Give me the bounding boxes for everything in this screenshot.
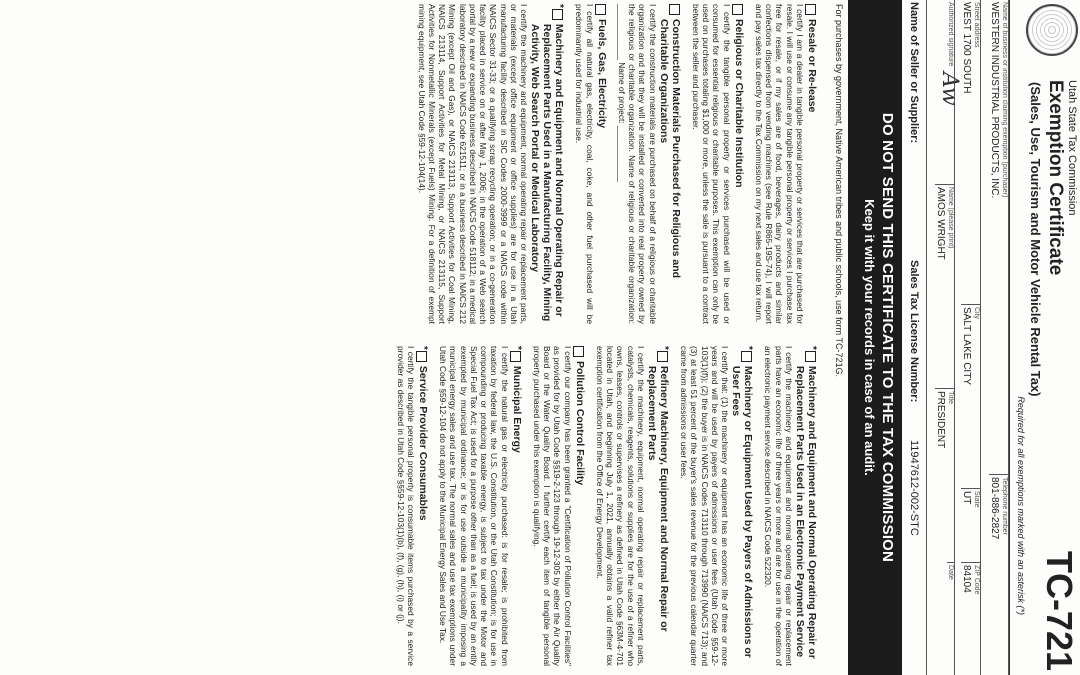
form-number: TC-721 <box>1039 550 1080 671</box>
phone-field[interactable]: Telephone number 801-886-2827 <box>989 474 1008 667</box>
agency-name: Utah State Tax Commission <box>1066 80 1078 216</box>
right-exemption-column <box>387 346 819 666</box>
banner-line-2: Keep it with your records in case of an audit. <box>862 199 877 476</box>
exemption-manufacturing-machinery[interactable]: * Machinery and Equipment and Normal Operating Repair or Replacement Parts Used in a Manufacturing Facility, Mining Activity, Web Search Portal or Medical Laboratory I certify the machinery and equipment, normal operating repair or replacement parts, or materials (except office equipment or office supplies) are for use in a Utah manufacturing facility described in SIC Codes 2000-3999 or a NAICS code within NAICS Sector 31-33; or a qualifying scrap recycling operation; or in a co-generation facility placed in service on or after May 1, 2006; in the operation of a Web search portal by a new or expanding business described in NAICS Code 518112; in a medical laboratory described in NAICS Code 621511; or in a business described in NAICS 212 Mining (except Oil and Gas), or NAICS 213113, Support Activities for Coal Mining, NAICS 213114, Support Activities for Metal Mining, or NAICS 213115, Support Activities for Nonmetallic Minerals (except Fuels) Mining. For a definition of exempt mining equipment, see Utah Code §59-12-104(14). <box>416 4 566 324</box>
checkbox-icon[interactable] <box>657 351 668 362</box>
exemption-electronic-payment[interactable]: * Machinery and Equipment and Normal Operating Repair or Replacement Parts Used in an Electronic Payment Service I certify the machinery and equipment and normal operating repair or replacement parts have an economic life of three years or more and are for use in the operation of an electronic payment service described in NAICS Code 522320. <box>763 346 818 666</box>
left-exemption-column <box>408 4 819 324</box>
handwritten-signature: Aw <box>937 72 962 106</box>
print-name-field[interactable]: Name (please print) AMOS WRIGHT <box>935 184 954 387</box>
checkbox-icon[interactable] <box>595 4 606 15</box>
city-field[interactable]: City SALT LAKE CITY <box>961 304 980 487</box>
state-seal-icon <box>1026 4 1078 56</box>
do-not-send-banner <box>848 0 902 675</box>
signature-field[interactable]: Authorized signature <box>947 2 954 67</box>
date-field[interactable]: Date <box>947 562 954 665</box>
seller-name-label: Name of Seller or Supplier: <box>908 2 920 144</box>
exemption-fuels[interactable]: Fuels, Gas, Electricity I certify all natural gas, electricity, coal, coke, and other fuel purchased will be predominantly used for industrial use. <box>574 4 608 324</box>
zip-field[interactable]: ZIP Code 84104 <box>961 562 980 665</box>
checkbox-icon[interactable] <box>805 4 816 15</box>
license-number-value: 11947612-002-STC <box>908 440 920 536</box>
government-note: For purchases by government, Native American tribes and public schools, use form TC-721G. <box>834 4 844 378</box>
exemption-religious-charitable[interactable]: Religious or Charitable Institution I certify the tangible personal property or services purchased will be used or consumed for essential religious or charitable purposes. This exemption can only be used on purchases totaling $1,000 or more, unless the sale is pursuant to a contract between the seller and purchaser. <box>691 4 745 324</box>
exemption-refinery[interactable]: * Refinery Machinery, Equipment and Normal Repair or Replacement Parts I certify the machinery, equipment, normal operating repair or replacement parts, catalysts, chemicals, reagents, solutions or supplies are for the use of a refiner who owns, leases, controls or supervises a refinery as defined in Utah Code §63M-4-701 located in Utah, and beginning July 1, 2021, annually obtains a valid refiner tax exemption certification from the Office of Energy Development. <box>595 346 670 666</box>
checkbox-icon[interactable] <box>416 351 427 362</box>
checkbox-icon[interactable] <box>805 351 816 362</box>
banner-line-1: DO NOT SEND THIS CERTIFICATE TO THE TAX COMMISSION <box>879 112 896 563</box>
license-number-label: Sales Tax License Number: <box>908 260 920 403</box>
exemption-construction-materials[interactable]: Construction Materials Purchased for Religious and Charitable Organizations I certify the construction materials are purchased on behalf of a religious or charitable organization and that they will be installed or converted into real property owned by the religious or charitable organization. Name of religious or charitable organization: ____________ Name of project: ____________ <box>617 4 682 324</box>
street-address-field[interactable]: Street address WEST 1700 SOUTH <box>961 2 980 94</box>
checkbox-icon[interactable] <box>573 346 584 357</box>
exemption-service-provider[interactable]: * Service Provider Consumables I certify the tangible personal property is consumable items purchased by a service provider as described in Utah Code §§59-12-103(1)(b), (f), (g), (h), (i) or (j). <box>395 346 429 666</box>
state-field[interactable]: State UT <box>961 488 980 561</box>
exemption-pollution-control[interactable]: Pollution Control Facility I certify our company has been granted a "Certification of Pollution Control Facilities" as provided for by Utah Code §§19-2-123 through 19-12-305 by either the Air Quality Board or the Water Quality Board. I further certify each item of tangible personal property purchased under this exemption is qualifying. <box>532 346 586 666</box>
business-name-field[interactable]: Name of business or institution claiming exemption (purchaser) WESTERN INDUSTRIAL PRODUCTS, INC. <box>989 2 1008 199</box>
exemption-admissions-fees[interactable]: * Machinery or Equipment Used by Payers of Admissions or User Fees I certify that: (1) the machinery or equipment has an economic life of three or more years and will be used by payers of admissions or user fees (Utah Code §59-12-103(1)(f)); (2) the buyer is in NAICS Codes 713110 through 713990 (NAICS 713); and (3) at least 51 percent of the buyer's sales revenue for the previous calendar quarter came from admissions or user fees. <box>679 346 755 666</box>
exemption-municipal-energy[interactable]: * Municipal Energy I certify the natural gas or electricity purchased: is for resale; is prohibited from taxation by federal law, the U.S. Constitution, or the Utah Constitution; is for use in compounding or producing taxable energy, is subject to tax under the Motor and Special Fuel Tax Act; is used for a purpose other than as a fuel; is used by an entity exempted by municipal ordinance; or is for use outside a municipality imposing a municipal energy sales and use tax. The normal sales and use tax exemptions under Utah Code §59-12-104 do not apply to the Municipal Energy Sales and Use Tax. <box>438 346 523 666</box>
checkbox-icon[interactable] <box>552 9 563 20</box>
required-note: Required for all exemptions marked with an asterisk (*) <box>1016 396 1026 615</box>
exemption-resale[interactable]: Resale or Re-lease I certify I am a dealer in tangible personal property or services that are purchased for resale. I will use or consume any tangible personal property or services I purchase tax free for resale, or if my sales are of food, beverages, dairy products and similar confections dispensed from vending machines (see Rule R865-19S-74), I will report and pay sales tax directly to the Tax Commission on my next sales and use tax return. <box>754 4 818 324</box>
form-subtitle: (Sales, Use, Tourism and Motor Vehicle Rental Tax) <box>1028 82 1043 397</box>
checkbox-icon[interactable] <box>510 351 521 362</box>
form-title: Exemption Certificate <box>1045 80 1066 276</box>
title-field[interactable]: Title PRESIDENT <box>935 388 954 561</box>
checkbox-icon[interactable] <box>741 351 752 362</box>
checkbox-icon[interactable] <box>732 4 743 15</box>
checkbox-icon[interactable] <box>669 4 680 15</box>
